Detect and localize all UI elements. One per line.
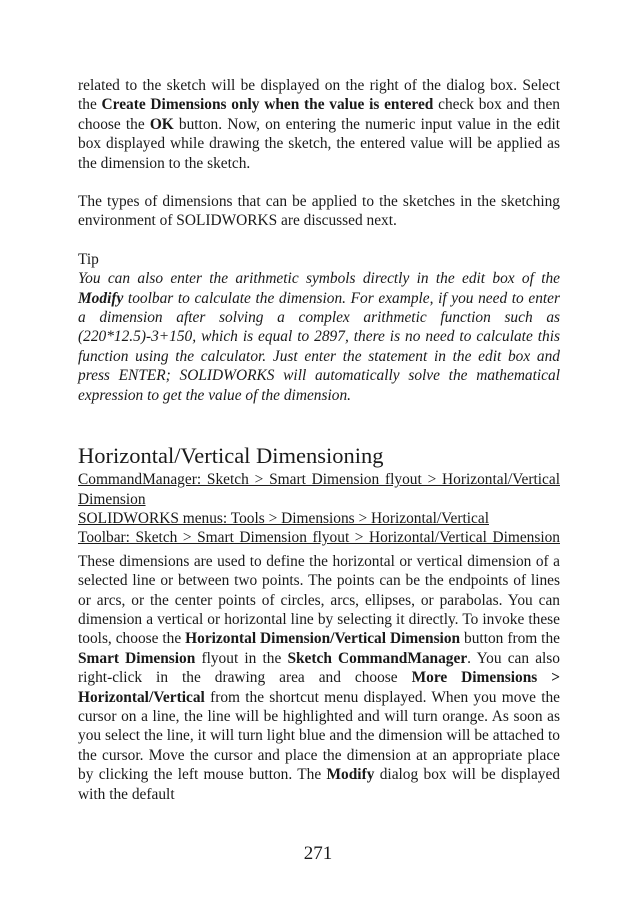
intro-text-1: related to the sketch will be displayed on the right of the dialog box. Select the bbox=[78, 77, 560, 114]
tip-text-1: You can also enter the arithmetic symbols directly in the edit box of the bbox=[78, 270, 560, 288]
desc-text-5: from the shortcut menu displayed. When you move the cursor on a line, the line will be highlighted and will turn orange. As soon as you select the line, it will turn light blue and the dimension will be attached to the cursor. Move the cursor and place the dimension at an appropriate place by clicking the left mouse button. The bbox=[78, 688, 560, 784]
modify-dialog-ref: Modify bbox=[326, 766, 375, 784]
desc-text-6: dialog box will be displayed with the default bbox=[78, 766, 560, 803]
modify-toolbar-ref: Modify bbox=[78, 289, 124, 307]
section-heading: Horizontal/Vertical Dimensioning bbox=[78, 443, 384, 469]
types-paragraph: The types of dimensions that can be applied to the sketches in the sketching environment of SOLIDWORKS are discussed next. bbox=[78, 193, 560, 230]
desc-text-2: button from the bbox=[460, 630, 560, 648]
description-paragraph bbox=[78, 552, 560, 804]
create-dimensions-checkbox-ref: Create Dimensions only when the value is entered bbox=[101, 96, 434, 114]
tip-body bbox=[78, 269, 560, 405]
command-manager-path: CommandManager: Sketch > Smart Dimension flyout > Horizontal/Vertical Dimension bbox=[78, 471, 560, 508]
intro-text-2: check box and then choose the bbox=[78, 96, 560, 133]
tip-text-2: toolbar to calculate the dimension. For example, if you need to enter a dimension after solving a complex arithmetic function such as (220*12.5)-3+150, which is equal to 2897, there is no need to calculate this function using the calculator. Just enter the statement in the edit box and press ENTER; SOLIDWORKS will automatically solve the mathematical expression to get the value of the dimension. bbox=[78, 289, 560, 404]
page-content bbox=[78, 76, 560, 804]
more-dimensions-menu-ref: More Dimensions > Horizontal/Vertical bbox=[78, 669, 560, 706]
sketch-commandmanager-ref: Sketch CommandManager bbox=[287, 649, 468, 667]
desc-text-3: flyout in the bbox=[195, 649, 288, 667]
intro-text-3: button. Now, on entering the numeric input value in the edit box displayed while drawing the sketch, the entered value will be applied as the dimension to the sketch. bbox=[78, 115, 560, 172]
tip-label: Tip bbox=[78, 250, 99, 268]
desc-text-4: . You can also right-click in the drawing area and choose bbox=[78, 649, 560, 687]
desc-text-1: These dimensions are used to define the horizontal or vertical dimension of a selected line or between two points. The points can be the endpoints of lines or arcs, or the center points of circles, arcs, ellipses, or parabolas. You can dimension a vertical or horizontal line by selecting it directly. To invoke these tools, choose the bbox=[78, 552, 560, 648]
toolbar-path: Toolbar: Sketch > Smart Dimension flyout > Horizontal/Vertical Dimension bbox=[78, 529, 560, 547]
menus-path: SOLIDWORKS menus: Tools > Dimensions > Horizontal/Vertical bbox=[78, 509, 489, 527]
ok-button-ref: OK bbox=[149, 115, 174, 133]
smart-dimension-ref: Smart Dimension bbox=[78, 649, 196, 667]
page-number: 271 bbox=[303, 843, 333, 864]
horizontal-vertical-button-ref: Horizontal Dimension/Vertical Dimension bbox=[185, 630, 461, 648]
intro-paragraph bbox=[78, 76, 560, 173]
